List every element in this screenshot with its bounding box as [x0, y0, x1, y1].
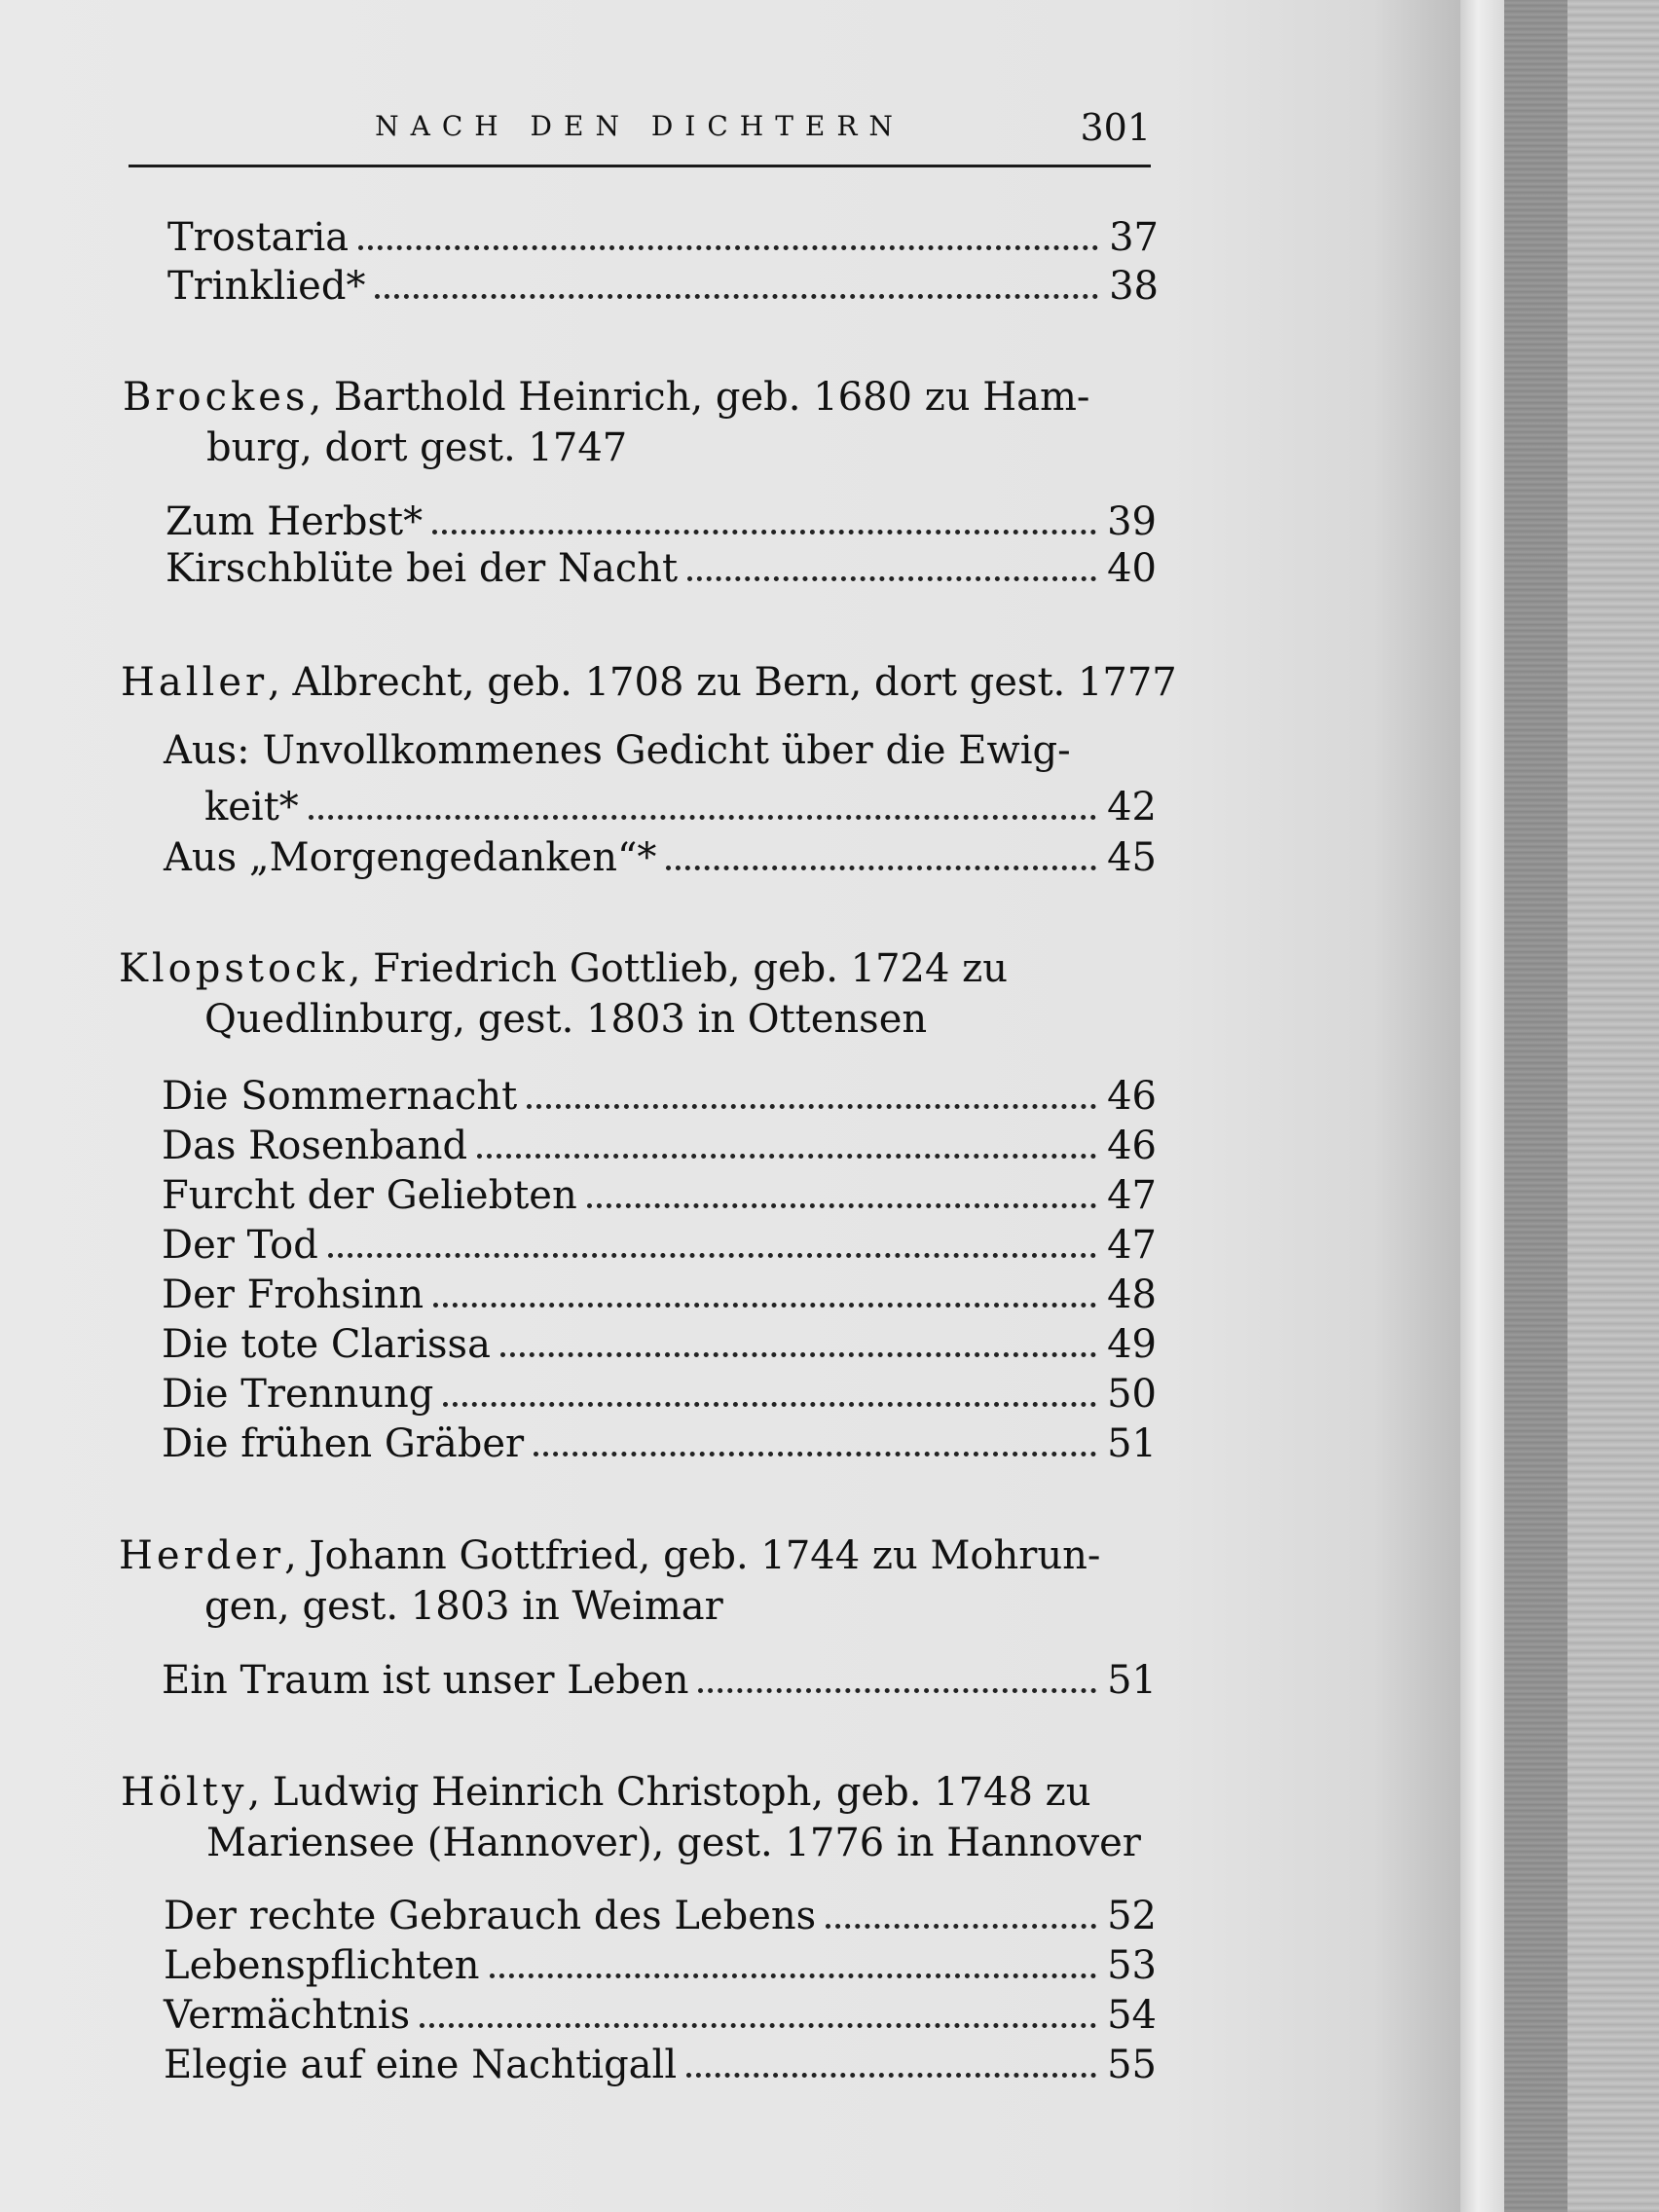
dot-leader	[309, 815, 1096, 820]
author-name: Klopstock	[119, 946, 349, 991]
dot-leader	[432, 530, 1096, 535]
entry-title: Trinklied*	[167, 264, 366, 309]
entry-page: 47	[1107, 1173, 1157, 1218]
entry-title: Lebenspflichten	[164, 1943, 480, 1988]
entry-page: 39	[1107, 499, 1157, 544]
author-bio: , Ludwig Heinrich Christoph, geb. 1748 zu	[247, 1770, 1091, 1815]
dot-leader	[500, 1352, 1096, 1357]
dot-leader	[826, 1924, 1096, 1929]
toc-entry[interactable]	[162, 1267, 1157, 1317]
entry-title: Zum Herbst*	[166, 499, 424, 544]
toc-entry[interactable]	[166, 540, 1157, 591]
toc-entry[interactable]	[162, 1416, 1157, 1466]
dot-leader	[687, 576, 1096, 581]
entry-title: Der Tod	[162, 1223, 318, 1268]
toc-entry[interactable]	[167, 258, 1159, 309]
toc-entry[interactable]	[164, 1937, 1157, 1988]
author-heading	[121, 1770, 1090, 1815]
author-bio-continued: Mariensee (Hannover), gest. 1776 in Hannover	[206, 1821, 1141, 1865]
entry-page: 40	[1107, 546, 1157, 591]
toc-entry[interactable]	[162, 1316, 1157, 1367]
toc-entry[interactable]	[162, 1068, 1157, 1119]
toc-entry[interactable]	[162, 1652, 1157, 1703]
toc-entry[interactable]	[164, 2037, 1157, 2087]
toc-entry[interactable]	[164, 830, 1157, 880]
author-heading	[121, 660, 1177, 705]
entry-page: 48	[1107, 1272, 1157, 1317]
entry-title: Die Sommernacht	[162, 1074, 518, 1119]
header-title: NACH DEN DICHTERN	[375, 110, 904, 142]
toc-entry[interactable]	[167, 209, 1159, 260]
entry-title: Die frühen Gräber	[162, 1421, 525, 1466]
toc-entry[interactable]	[162, 1167, 1157, 1218]
author-bio-continued: burg, dort gest. 1747	[206, 425, 628, 470]
author-name: Brockes	[123, 375, 310, 420]
entry-page: 52	[1107, 1894, 1157, 1938]
book-spine-cloth	[1504, 0, 1567, 2212]
author-name: Herder	[119, 1533, 285, 1578]
entry-page: 37	[1109, 215, 1159, 260]
author-bio-continued: Quedlinburg, gest. 1803 in Ottensen	[204, 997, 928, 1042]
entry-title: Elegie auf eine Nachtigall	[164, 2043, 678, 2087]
dot-leader	[477, 1154, 1096, 1159]
dot-leader	[587, 1203, 1096, 1208]
entry-page: 46	[1107, 1074, 1157, 1119]
dot-leader	[375, 294, 1098, 299]
author-bio: , Friedrich Gottlieb, geb. 1724 zu	[348, 946, 1008, 991]
entry-title: Ein Traum ist unser Leben	[162, 1658, 689, 1703]
toc-entry[interactable]	[162, 1118, 1157, 1168]
entry-title: Trostaria	[167, 215, 350, 260]
running-header	[129, 102, 1151, 167]
author-heading	[119, 1533, 1100, 1578]
entry-page: 49	[1107, 1322, 1157, 1367]
entry-page: 54	[1107, 1993, 1157, 2038]
entry-page: 51	[1107, 1658, 1157, 1703]
entry-page: 46	[1107, 1124, 1157, 1168]
toc-entry[interactable]	[204, 779, 1157, 830]
dot-leader	[527, 1104, 1096, 1109]
dot-leader	[698, 1688, 1096, 1693]
toc-entry[interactable]	[162, 1366, 1157, 1417]
header-page-number: 301	[1080, 106, 1151, 149]
dot-leader	[433, 1303, 1096, 1308]
toc-entry[interactable]	[162, 1217, 1157, 1268]
entry-page: 53	[1107, 1943, 1157, 1988]
entry-page: 45	[1107, 835, 1157, 880]
author-heading	[123, 375, 1089, 420]
author-bio: , Albrecht, geb. 1708 zu Bern, dort gest. 1777	[268, 660, 1177, 705]
entry-page: 42	[1107, 785, 1157, 830]
entry-title: Die tote Clarissa	[162, 1322, 491, 1367]
entry-title: Aus „Morgengedanken“*	[164, 835, 657, 880]
author-name: Hölty	[121, 1770, 248, 1815]
dot-leader	[666, 866, 1096, 870]
page-edge	[1460, 0, 1504, 2212]
dot-leader	[686, 2073, 1096, 2078]
entry-title: Furcht der Geliebten	[162, 1173, 577, 1218]
author-name: Haller	[121, 660, 269, 705]
dot-leader	[358, 245, 1098, 250]
entry-page: 55	[1107, 2043, 1157, 2087]
entry-title: Der rechte Gebrauch des Lebens	[164, 1894, 817, 1938]
entry-title: Die Trennung	[162, 1372, 434, 1417]
dot-leader	[490, 1973, 1096, 1978]
author-bio-continued: gen, gest. 1803 in Weimar	[204, 1584, 723, 1629]
toc-entry[interactable]	[164, 1888, 1157, 1938]
entry-page: 38	[1109, 264, 1159, 309]
entry-title-line1: Aus: Unvollkommenes Gedicht über die Ewig-	[164, 728, 1071, 773]
toc-entry[interactable]	[166, 494, 1157, 544]
dot-leader	[534, 1452, 1096, 1456]
dot-leader	[328, 1253, 1096, 1258]
dot-leader	[420, 2023, 1096, 2028]
toc-entry[interactable]	[164, 1987, 1157, 2038]
entry-page: 47	[1107, 1223, 1157, 1268]
author-bio: , Johann Gottfried, geb. 1744 zu Mohrun-	[284, 1533, 1101, 1578]
book-cover-edge	[1567, 0, 1659, 2212]
entry-title: Kirschblüte bei der Nacht	[166, 546, 679, 591]
entry-page: 50	[1107, 1372, 1157, 1417]
dot-leader	[443, 1402, 1096, 1407]
entry-title: keit*	[204, 785, 299, 830]
entry-title: Der Frohsinn	[162, 1272, 424, 1317]
author-heading	[119, 946, 1008, 991]
entry-title: Das Rosenband	[162, 1124, 468, 1168]
entry-title: Vermächtnis	[164, 1993, 411, 2038]
entry-page: 51	[1107, 1421, 1157, 1466]
author-bio: , Barthold Heinrich, geb. 1680 zu Ham-	[309, 375, 1090, 420]
